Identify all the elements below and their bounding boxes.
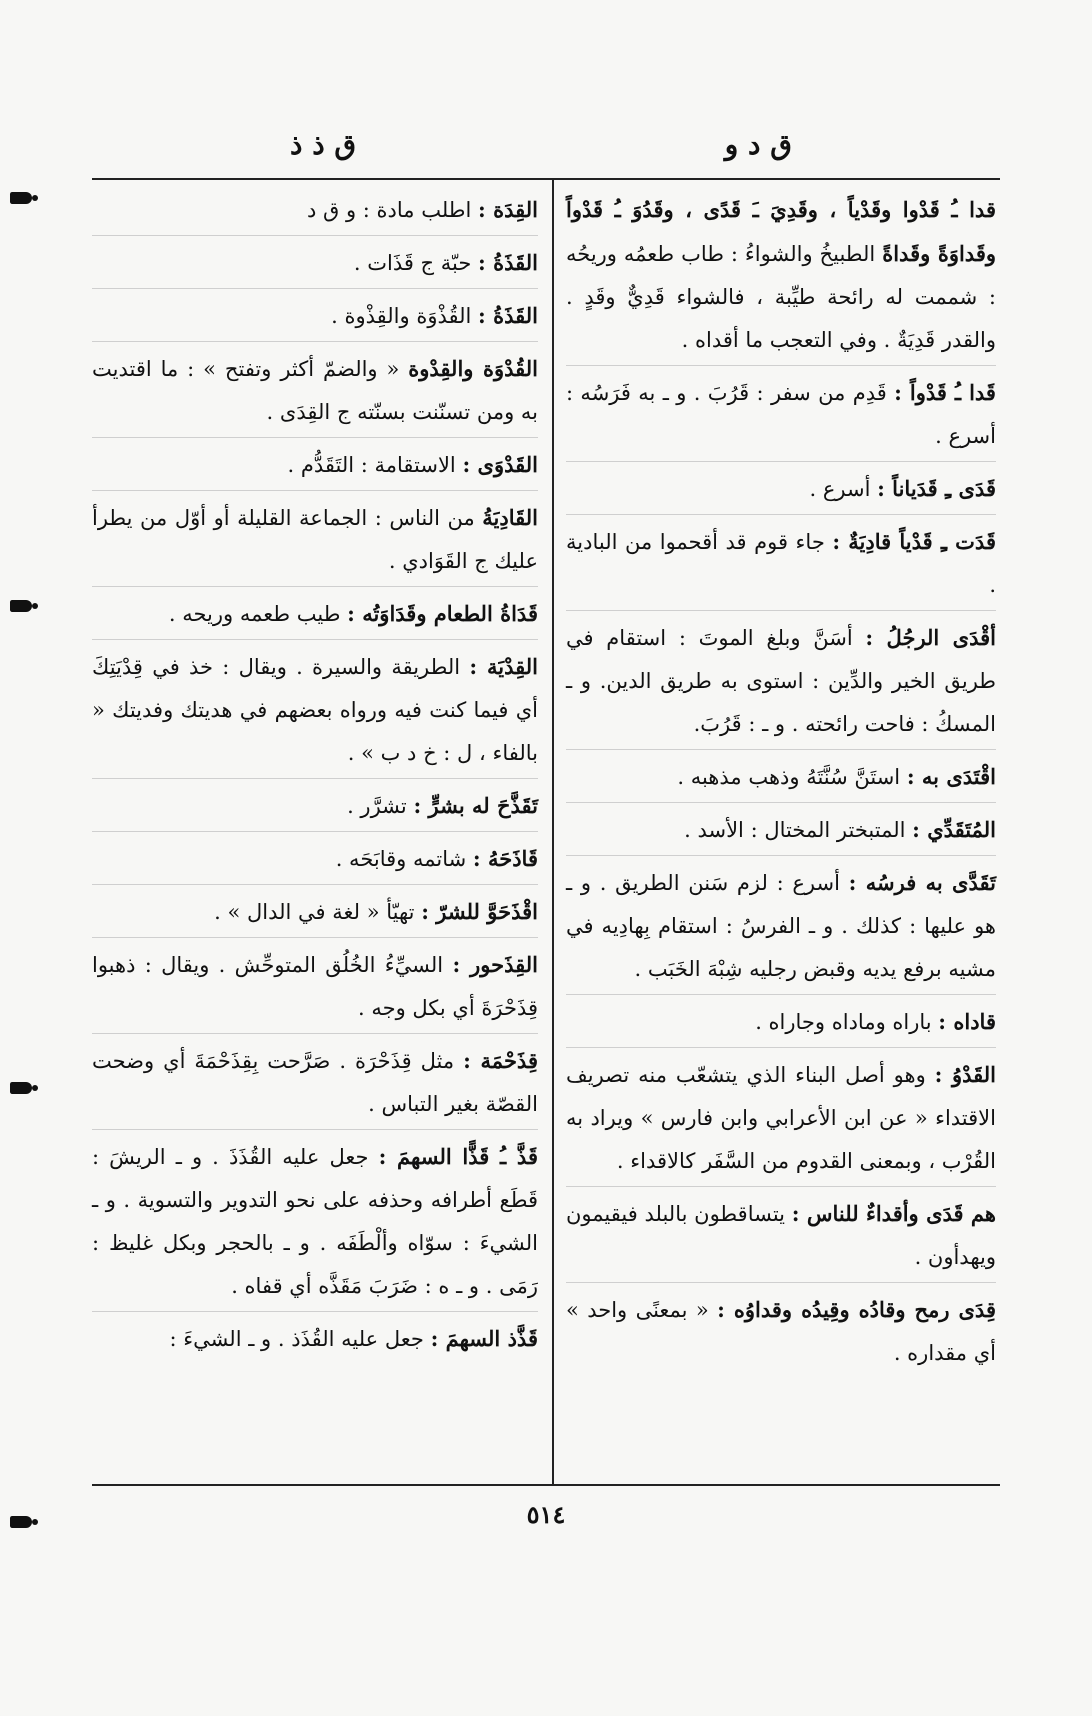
entry-definition: شاتمه وقابَحَه .: [335, 847, 467, 871]
entry-definition: يتساقطون بالبلد فيقيمون ويهدأون .: [566, 1202, 996, 1269]
entry-headword: قَدَى ـِ قَدَياناً :: [877, 476, 996, 501]
bottom-rule: [92, 1484, 1000, 1486]
dictionary-entry: [92, 645, 538, 779]
entry-definition: وهو أصل البناء الذي يتشعّب منه تصريف الاقتداء « عن ابن الأعرابي وابن فارس » ويراد به القُرْب ، وبمعنى القدوم من السَّفَر كالاقداء .: [566, 1063, 996, 1173]
entry-definition: القُذْوَة والقِذْوة .: [331, 304, 472, 328]
dictionary-entry: [566, 520, 996, 611]
dictionary-entry: [92, 241, 538, 289]
column-divider: [552, 178, 554, 1484]
entry-definition: أسرع .: [809, 477, 871, 501]
entry-headword: قَاذَحَهُ :: [472, 846, 538, 871]
dictionary-entry: [92, 496, 538, 587]
dictionary-entry: [92, 1317, 538, 1364]
entry-definition: قَدِم من سفر : قَرُبَ . و ـ به فَرَسُه : أسرع .: [566, 381, 996, 448]
margin-mark-icon: [10, 1082, 32, 1094]
dictionary-entry: [566, 1000, 996, 1048]
entry-definition: الاستقامة : التَقَدُّم .: [287, 453, 456, 477]
entry-definition: تهيّأ « لغة في الدال » .: [214, 900, 415, 924]
dictionary-entry: [92, 1135, 538, 1312]
entry-definition: اطلب مادة : و ق د: [306, 198, 472, 222]
entry-headword: القَدْوَى :: [462, 452, 538, 477]
margin-mark-icon: [10, 600, 32, 612]
entry-definition: مثل قِذَحْرَة . صَرَّحت بِقِذَحْمَةَ أي وضحت القصّة بغير التباس .: [92, 1049, 538, 1116]
dictionary-entry: [566, 1192, 996, 1283]
entry-definition: أسرع : لزم سَنن الطريق . و ـ هو عليها : كذلك . و ـ الفرسُ : استقام بِهادِيه في مشيه برفع يديه وقبض رجليه شِبْهَ الخَبَب .: [566, 871, 996, 981]
top-rule: [92, 178, 1000, 180]
page-number: ٥١٤: [526, 1500, 566, 1529]
entry-headword: قَدَاةُ الطعام وقَدَاوَتُه :: [347, 601, 538, 626]
entry-definition: حبّة ج قَذَات .: [353, 251, 472, 275]
dictionary-entry: [92, 837, 538, 885]
entry-headword: اقْذَحَوَّ للشرّ :: [421, 899, 538, 924]
entry-headword: قِذَحْمَة :: [463, 1048, 538, 1073]
entry-definition: تشرَّر .: [347, 794, 407, 818]
margin-mark-icon: [10, 1516, 32, 1528]
entry-headword: قَذَّذ السهمَ :: [430, 1326, 538, 1351]
entry-definition: من الناس : الجماعة القليلة أو أوّل من يطرأ عليك ج القَوَادي .: [92, 506, 538, 573]
entry-headword: القُدْوَة والقِدْوة: [408, 356, 538, 381]
entry-definition: جاء قوم قد أقحموا من البادية .: [566, 530, 996, 597]
entry-headword: القِذَحور :: [452, 952, 538, 977]
entry-headword: هم قَدَى وأقداءٌ للناس :: [791, 1201, 996, 1226]
dictionary-entry: [566, 467, 996, 515]
dictionary-entry: [92, 592, 538, 640]
dictionary-entry: [566, 861, 996, 995]
entry-definition: الطبيخُ والشواءُ : طاب طعمُه وريحُه : شممت له رائحة طيِّبة ، فالشواء قَدِيٌّ وقَدٍ . والقدر قَدِيَةٌ . وفي التعجب ما أقداه .: [566, 242, 996, 352]
entry-headword: القِدَة :: [478, 197, 538, 222]
dictionary-entry: [92, 443, 538, 491]
dictionary-entry: [92, 1039, 538, 1130]
dictionary-entry: [92, 943, 538, 1034]
entry-headword: المُتَقَدِّي :: [912, 817, 996, 842]
dictionary-entry: [566, 1053, 996, 1187]
entry-headword: القَادِيَةُ: [482, 505, 538, 530]
entry-definition: « بمعنًى واحد » أي مقداره .: [566, 1298, 996, 1365]
entry-headword: أقْدَى الرجُلُ :: [865, 625, 996, 650]
dictionary-entry: [566, 616, 996, 750]
dictionary-entry: [92, 890, 538, 938]
entry-headword: القِدْيَة :: [469, 654, 539, 679]
entry-headword: قَدَت ـِ قَدْياً قادِيَةٌ :: [832, 529, 996, 554]
entry-headword: قِدَى رمح وقادُه وقِيدُه وقداوُه :: [717, 1297, 996, 1322]
entry-headword: قاداه :: [938, 1009, 996, 1034]
entry-definition: السيِّءُ الخُلُق المتوحِّش . ويقال : ذهبوا قِذَحْرَةَ أي بكل وجه .: [92, 953, 538, 1020]
entry-headword: تَقَذَّحَ له بشرٍّ :: [413, 793, 538, 818]
margin-mark-icon: [10, 192, 32, 204]
entry-headword: قَذَّ ـُ قَذًّا السهمَ :: [378, 1144, 538, 1169]
entry-definition: « والضمّ أكثر وتفتح » : ما اقتديت به ومن تسنّنت بسنّته ج القِدَى .: [92, 357, 538, 424]
entry-definition: استَنَّ سُنَّتَهُ وذهب مذهبه .: [677, 765, 901, 789]
entry-headword: القَدْوُ :: [934, 1062, 996, 1087]
entry-headword: قَدا ـُ قَدْواً :: [894, 380, 996, 405]
entry-headword: اقْتَدَى به :: [906, 764, 996, 789]
entry-definition: باراه وماداه وجاراه .: [755, 1010, 932, 1034]
dictionary-entry: [92, 784, 538, 832]
entry-definition: الطريقة والسيرة . ويقال : خذ في قِدْيَتِكَ أي فيما كنت فيه ورواه بعضهم في هديتك وفديتك « بالفاء ، ل : خ د ب » .: [92, 655, 538, 765]
entry-headword: تَقَدَّى به فرسُه :: [848, 870, 996, 895]
dictionary-entry: [566, 371, 996, 462]
dictionary-entry: [92, 347, 538, 438]
dictionary-entry: [92, 188, 538, 236]
entry-headword: القَذَةُ :: [478, 250, 538, 275]
dictionary-entry: [566, 808, 996, 856]
running-header-left: ق ذ ذ: [290, 128, 357, 161]
entry-definition: أسَنَّ وبلغ الموتَ : استقام في طريق الخير والدِّين : استوى به طريق الدين. و ـ المسكُ : فاحت رائحته . و ـ : قَرُبَ.: [566, 626, 996, 736]
left-column: [92, 188, 538, 1369]
right-column: [566, 188, 996, 1383]
entry-headword: القَذَةُ :: [478, 303, 538, 328]
entry-definition: طيب طعمه وريحه .: [168, 602, 341, 626]
entry-definition: جعل عليه القُذَذ . و ـ الشيءَ :: [169, 1327, 424, 1351]
dictionary-entry: [92, 294, 538, 342]
entry-definition: المتبختر المختال : الأسد .: [684, 818, 906, 842]
entry-definition: جعل عليه القُذَذَ . و ـ الريشَ : قَطَع أطرافه وحذفه على نحو التدوير والتسوية . و ـ الشيءَ : سوّاه وألْطَفَه . و ـ بالحجر وبكل غليظ : رَمَى . و ـ ه : ضَرَبَ مَقَذَّه أي قفاه .: [92, 1145, 538, 1298]
dictionary-entry: [566, 755, 996, 803]
dictionary-entry: [566, 1288, 996, 1378]
dictionary-entry: [566, 188, 996, 366]
entry-headword: قدا ـُ قَدْوا وقَدْياً ، وقَدِيَ ـَ قَدًى ، وقَدُوَ ـُ قَدْواً وقَداوَةً وقَداةً: [566, 197, 997, 266]
running-header-right: ق د و: [724, 128, 792, 161]
